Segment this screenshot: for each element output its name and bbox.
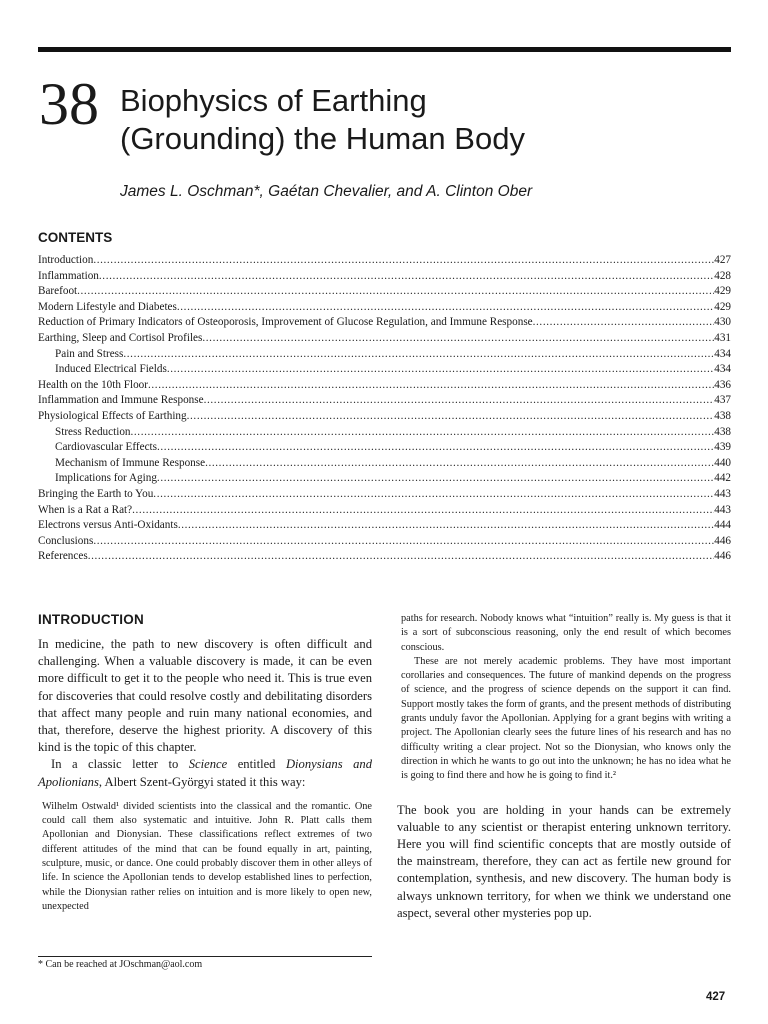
toc-entry-title: Earthing, Sleep and Cortisol Profiles (38, 331, 203, 344)
toc-entry-title: Implications for Aging (55, 472, 157, 485)
toc-subentry[interactable] (38, 347, 731, 363)
toc-leader (99, 269, 714, 285)
toc-entry-page: 427 (714, 254, 731, 266)
toc-leader (177, 300, 714, 316)
toc-entry-title: Health on the 10th Floor (38, 378, 148, 391)
toc-leader (77, 284, 714, 300)
toc-leader (157, 440, 714, 456)
toc-entry-page: 442 (714, 472, 731, 485)
quote-paragraph-1-continued: paths for research. Nobody knows what “intuition” really is. My guess is that it is a sort of subconscious reasoning, only the end result of which becomes conscious. (401, 613, 731, 653)
toc-subentry[interactable] (38, 456, 731, 472)
toc-leader (157, 471, 714, 487)
toc-leader (187, 409, 715, 425)
toc-entry[interactable] (38, 393, 731, 409)
toc-entry[interactable] (38, 518, 731, 534)
toc-entry-page: 438 (714, 409, 731, 422)
toc-entry[interactable] (38, 253, 731, 269)
intro-p2-text-a: In a classic letter to (51, 757, 189, 772)
toc-entry[interactable] (38, 300, 731, 316)
toc-leader (533, 315, 715, 331)
toc-entry[interactable] (38, 284, 731, 300)
toc-entry-title: When is a Rat a Rat? (38, 503, 133, 516)
toc-entry-page: 434 (714, 347, 731, 360)
block-quote (38, 800, 372, 914)
toc-entry-title: References (38, 550, 88, 563)
toc-subentry[interactable] (38, 362, 731, 378)
toc-leader (167, 362, 714, 378)
chapter-title-line-2: (Grounding) the Human Body (120, 121, 525, 156)
toc-leader (88, 549, 715, 565)
table-of-contents (38, 253, 731, 565)
toc-leader (178, 518, 714, 534)
toc-leader (132, 503, 714, 519)
spacer (397, 784, 731, 802)
toc-entry[interactable] (38, 331, 731, 347)
left-column (38, 612, 372, 914)
toc-leader (148, 378, 714, 394)
top-rule (38, 47, 731, 52)
toc-entry-title: Mechanism of Immune Response (55, 456, 206, 469)
toc-subentry[interactable] (38, 471, 731, 487)
toc-entry-title: Electrons versus Anti-Oxidants (38, 519, 178, 532)
toc-entry[interactable] (38, 269, 731, 285)
toc-entry-page: 446 (714, 534, 731, 547)
toc-entry[interactable] (38, 409, 731, 425)
toc-entry-page: 436 (714, 378, 731, 391)
toc-entry[interactable] (38, 503, 731, 519)
toc-entry-page: 440 (714, 456, 731, 469)
toc-entry-title: Inflammation and Immune Response (38, 394, 204, 407)
right-column (397, 612, 731, 922)
toc-entry-title: Stress Reduction (55, 425, 131, 438)
toc-entry-page: 429 (714, 300, 731, 313)
toc-leader (123, 347, 714, 363)
intro-paragraph-2 (38, 756, 372, 790)
intro-p2-text-c: , Albert Szent-Györgyi stated it this way: (98, 774, 306, 789)
toc-entry[interactable] (38, 378, 731, 394)
toc-entry-title: Bringing the Earth to You (38, 487, 154, 500)
toc-entry[interactable] (38, 534, 731, 550)
toc-entry-page: 443 (714, 503, 731, 516)
toc-entry-page: 444 (714, 519, 731, 532)
letter-title: Dionysians and Apolionians (38, 757, 372, 789)
footnote: * Can be reached at JOschman@aol.com (38, 959, 203, 970)
toc-entry-page: 431 (714, 331, 731, 344)
toc-entry-title: Introduction (38, 254, 94, 266)
journal-name: Science (188, 757, 228, 772)
toc-entry-title: Reduction of Primary Indicators of Osteoporosis, Improvement of Glucose Regulation, and Immune Response (38, 316, 533, 329)
chapter-title-line-1: Biophysics of Earthing (120, 83, 427, 118)
toc-subentry[interactable] (38, 440, 731, 456)
toc-leader (205, 456, 714, 472)
toc-leader (204, 393, 715, 409)
toc-entry-page: 429 (714, 285, 731, 298)
page-number: 427 (706, 991, 726, 1003)
toc-leader (153, 487, 714, 503)
toc-leader (93, 534, 714, 550)
toc-subentry[interactable] (38, 425, 731, 441)
toc-entry[interactable] (38, 315, 731, 331)
introduction-heading: INTRODUCTION (38, 612, 144, 627)
authors: James L. Oschman*, Gaétan Chevalier, and A. Clinton Ober (120, 183, 533, 200)
toc-entry-title: Inflammation (38, 269, 99, 282)
toc-entry-page: 430 (714, 316, 731, 329)
intro-p2-text-b: entitled (227, 757, 286, 772)
toc-entry-page: 443 (714, 487, 731, 500)
toc-entry-title: Physiological Effects of Earthing (38, 409, 187, 422)
chapter-number: 38 (39, 71, 99, 137)
contents-heading: CONTENTS (38, 230, 113, 245)
toc-entry-page: 439 (714, 441, 731, 454)
quote-paragraph-1: Wilhelm Ostwald¹ divided scientists into the classical and the romantic. One could call them also systematic and intuitive. John R. Platt calls them Apollonian and Dionysian. These classifications reflect extremes of two different attitudes of the mind that can be found equally in art, painting, sculpture, music, or dance. One could probably discover them in other alleys of life. In science the Apollonian tends to develop established lines to perfection, while the Dionysian rather relies on intuition and is more likely to open new, unexpected (42, 800, 372, 912)
toc-entry-title: Modern Lifestyle and Diabetes (38, 300, 177, 313)
toc-entry-title: Barefoot (38, 285, 78, 298)
quote-paragraph-2: These are not merely academic problems. They have most important corollaries and consequences. The future of mankind depends on the progress of science, and the progress of science depends on the support it can find. Support mostly takes the form of grants, and the present methods of distributing grants unduly favor the Apollonian. Applying for a grant begins with writing a project. The Apollonian clearly sees the future lines of his research and has no difficulty writing a clear project. Not so the Dionysian, who knows only the direction in which he wants to go out into the unknown; he has no idea what he is going to find there and how he is going to find it.² (401, 655, 731, 782)
footnote-rule (38, 956, 372, 957)
intro-paragraph-3: The book you are holding in your hands can be extremely valuable to any scientist or therapist entering unknown territory. Here you will find scientific concepts that are mostly outside of the mainstream, therefore, they can act as fertile new ground for contemplation, synthesis, and new discovery. The human body is always unknown territory, for when we think we understand one aspect, several other mysteries pop up. (397, 802, 731, 920)
toc-leader (202, 331, 714, 347)
chapter-title (120, 82, 525, 158)
toc-entry-title: Induced Electrical Fields (55, 363, 167, 376)
toc-entry-title: Cardiovascular Effects (55, 441, 157, 454)
toc-leader (93, 253, 714, 269)
toc-entry[interactable] (38, 549, 731, 565)
toc-leader (131, 425, 715, 441)
toc-entry-page: 428 (714, 269, 731, 282)
toc-entry-page: 434 (714, 363, 731, 376)
toc-entry-page: 437 (714, 394, 731, 407)
toc-entry-page: 446 (714, 550, 731, 563)
intro-paragraph-1: In medicine, the path to new discovery is often difficult and challenging. When a valuable discovery is made, it can be even more difficult to get it to the people who need it. This is true even for discoveries that could resolve costly and debilitating disorders that affect many people and ruin many national economies, and that, therefore, deserve the highest priority. A discovery of this kind is the topic of this chapter. (38, 637, 372, 755)
toc-entry-title: Conclusions (38, 534, 94, 547)
toc-entry[interactable] (38, 487, 731, 503)
toc-entry-title: Pain and Stress (55, 347, 124, 360)
toc-entry-page: 438 (714, 425, 731, 438)
